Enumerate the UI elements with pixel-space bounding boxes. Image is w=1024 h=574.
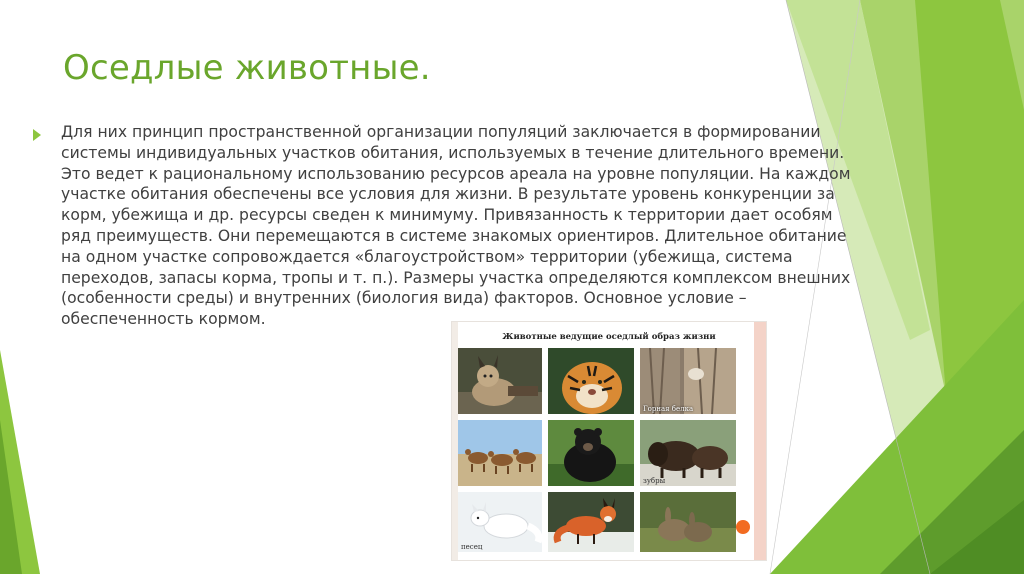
body-line: Это ведет к рациональному использованию ресурсов ареала на уровне популяции. На каждом (61, 164, 851, 183)
body-line: (особенности среды) и внутренних (биология вида) факторов. Основное условие – (61, 289, 747, 308)
photo-camels (458, 420, 542, 486)
photo-bison (640, 420, 736, 486)
body-line: ряд преимуществ. Они перемещаются в системе знакомых ориентиров. Длительное обитание (61, 226, 847, 245)
slide-title: Оседлые животные. (63, 48, 431, 88)
photo-arctic-fox (458, 492, 542, 552)
photo-red-fox (548, 492, 634, 552)
slide-body-text (61, 122, 919, 330)
body-line: на одном участке сопровождается «благоустройством» территории (убежища, система (61, 247, 793, 266)
photo-rabbits (640, 492, 736, 552)
body-line: переходов, запасы корма, тропы и т. п.). Размеры участка определяются комплексом внешних (61, 268, 851, 287)
photo-tree-bark (640, 348, 736, 414)
photo-label: зубры (643, 477, 666, 485)
photo-tiger (548, 348, 634, 414)
photo-label: песец (461, 543, 483, 551)
animals-figure (452, 322, 766, 560)
bullet-arrow-icon (33, 129, 41, 141)
body-line: Для них принцип пространственной организации популяций заключается в формировании (61, 123, 821, 141)
figure-caption: Животные ведущие оседлый образ жизни (502, 332, 716, 342)
body-line: корм, убежища и др. ресурсы сведен к минимуму. Привязанность к территории дает особям (61, 206, 833, 225)
photo-lynx (458, 348, 542, 414)
photo-black-bear (548, 420, 634, 486)
body-line: участке обитания обеспечены все условия для жизни. В результате уровень конкуренции за (61, 185, 835, 204)
figure-right-strip (754, 322, 766, 560)
photo-label: Горная белка (643, 405, 694, 413)
body-line: системы индивидуальных участков обитания, используемых в течение длительного времени. (61, 143, 845, 162)
orange-dot-icon (736, 520, 750, 534)
body-line: обеспеченность кормом. (61, 310, 266, 329)
